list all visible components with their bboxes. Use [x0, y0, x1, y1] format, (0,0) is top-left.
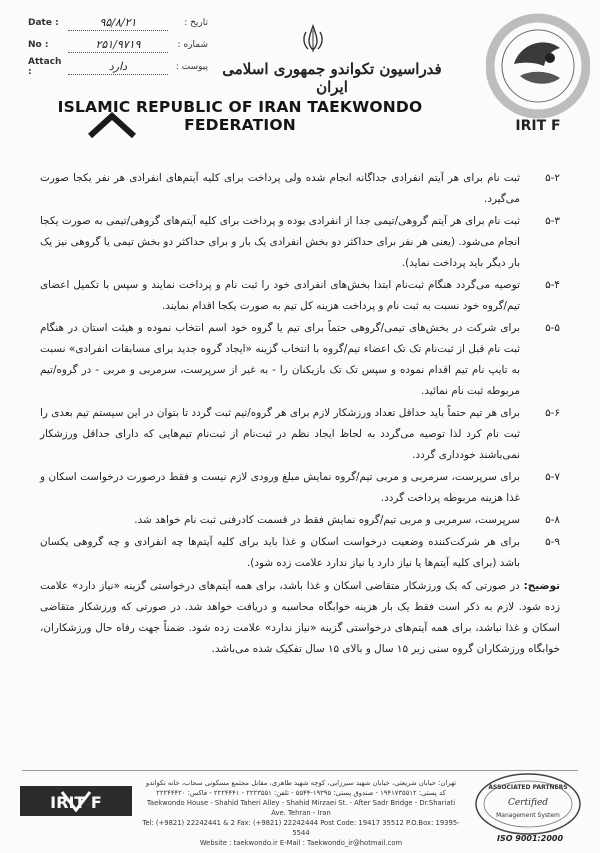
- note-text: در صورتی که یک ورزشکار متقاضی اسکان و غذا باشد، برای همه آیتم‌های درخواستی گزینه «نیاز دارد» علامت زده شود. لازم به ذکر است فقط یک بار هزینه خوابگاه محاسبه و دریافت خواهد شد. در صورتی که ورزشکار متقاضی اسکان و غذا نباشد، برای همه آیتم‌های درخواستی گزینه «نیاز ندارد» علامت زده شود. ضمناً جهت رفاه حال ورزشکاران، خوابگاه ورزشکاران گروه سنی زیر ۱۵ سال و بالای ۱۵ سال تفکیک شده می‌باشد.: [40, 580, 560, 655]
- footer-divider: [22, 770, 578, 771]
- chevron-mark-icon: [88, 112, 136, 138]
- list-item: [40, 318, 560, 402]
- certification-badge: [474, 772, 582, 836]
- number-value: ۲۵۱/۹۷۱۹: [68, 38, 168, 53]
- item-text: برای هر شرکت‌کننده وضعیت درخواست اسکان و غذا باید برای کلیه آیتم‌ها چه انفرادی و چه گروهی یکسان باشد (برای کلیه آیتم‌ها یا نیاز دارد یا نیاز ندارد علامت زده شود).: [40, 536, 520, 569]
- footer-address: [140, 778, 462, 848]
- cert-bottom-text: Management System: [496, 812, 560, 819]
- address-fa: تهران: خیابان شریعتی، خیابان شهید سیرزایی، کوچه شهید طاهری، مقابل مجتمع مسکونی سحاب، خانه تکواندو: [145, 779, 457, 787]
- item-text: برای هر تیم حتماً باید حداقل تعداد ورزشکار لازم برای هر گروه/تیم ثبت گردد تا بتوان در این سیستم تیم بعدی را ثبت نام کرد لذا توصیه می‌گردد به لحاظ ایجاد نظم در ثبت‌نام از ثبت‌نام تیم‌هایی که دارای حداقل ورزشکار نمی‌باشند خودداری گردد.: [40, 407, 520, 461]
- item-number: ۵-۷: [545, 471, 560, 483]
- item-number: ۵-۳: [545, 215, 560, 227]
- item-text: سرپرست، سرمربی و مربی تیم/گروه نمایش فقط در قسمت کادرفنی ثبت نام خواهد شد.: [134, 514, 520, 526]
- item-number: ۵-۸: [545, 514, 560, 526]
- number-row: [28, 34, 208, 56]
- letter-body: [40, 168, 560, 660]
- explanation-note: [40, 576, 560, 660]
- list-item: [40, 275, 560, 317]
- date-value: ۹۵/۸/۲۱: [68, 16, 168, 31]
- federation-name-en: ISLAMIC REPUBLIC OF IRAN TAEKWONDO FEDERATION: [57, 98, 423, 134]
- note-label: توضیح:: [523, 580, 560, 592]
- iso-label: ISO 9001:2000: [496, 834, 564, 843]
- item-text: برای شرکت در بخش‌های تیمی/گروهی حتماً برای تیم یا گروه خود اسم انتخاب نموده و هیئت استان در هنگام ثبت نام قبل از ثبت‌نام تک تک اعضاء تیم/گروه با انتخاب گزینه «ایجاد گروه جدید برای مسابقات انفرادی» نسبت به تایپ نام تیم اقدام نموده و سپس تک تک بازیکنان را - به غیر از سرپرست، سرمربی و مربی - در گروه/تیم مربوطه ثبت نام نمائید.: [40, 322, 520, 397]
- item-number: ۵-۹: [545, 536, 560, 548]
- item-number: ۵-۵: [545, 322, 560, 334]
- list-item: [40, 403, 560, 466]
- item-number: ۵-۲: [545, 172, 560, 184]
- list-item: [40, 510, 560, 531]
- address-en: Taekwondo House - Shahid Taheri Alley - Shahid Mirzaei St. - After Sadr Bridge - Dr.Shariati Ave. Tehran - Iran: [146, 799, 456, 817]
- footer-logo: [20, 784, 132, 818]
- list-item: [40, 532, 560, 574]
- item-text: ثبت نام برای هر آیتم گروهی/تیمی جدا از انفرادی بوده و پرداخت برای کلیه آیتم‌های گروهی/تیمی به صورت یکجا انجام می‌شود. (یعنی هر نفر برای حداکثر دو بخش انفرادی یک بار و برای حداکثر دو بخش تیمی یا گروهی نیز یک بار دیگر باید پرداخت نماید).: [40, 215, 520, 269]
- date-label-fa: تاریخ :: [184, 18, 208, 28]
- footer-logo-wordmark: IRIT F: [50, 793, 102, 812]
- date-row: [28, 12, 208, 34]
- item-text: توصیه می‌گردد هنگام ثبت‌نام ابتدا بخش‌های انفرادی خود را ثبت نام و پرداخت نمایند و سپس با تکمیل اعضای تیم/گروه خود نسبت به ثبت نام و پرداخت هزینه کل تیم به صورت یکجا اقدام نمایند.: [40, 279, 520, 312]
- contact-en: Tel: (+9821) 22242441 & 2 Fax: (+9821) 22242444 Post Code: 19417 35512 P.O.Box: 19395-5544: [142, 819, 460, 837]
- item-text: ثبت نام برای هر آیتم انفرادی جداگانه انجام شده ولی پرداخت برای کلیه آیتم‌های انفرادی هر نفر یکجا صورت می‌گیرد.: [40, 172, 520, 205]
- federation-logo: [486, 6, 590, 144]
- web-contact: Website : taekwondo.ir E-Mail : Taekwondo_ir@hotmail.com: [199, 839, 403, 847]
- item-number: ۵-۶: [545, 407, 560, 419]
- attach-label-en: Attach :: [28, 57, 62, 77]
- cert-top-text: ASSOCIATED PARTNERS: [488, 784, 568, 791]
- logo-wordmark: IRIT F: [515, 118, 561, 134]
- number-label-fa: شماره :: [177, 40, 208, 50]
- date-label-en: Date :: [28, 18, 59, 28]
- attach-value: دارد: [68, 60, 168, 75]
- contact-fa: کد پستی: ۱۹۴۱۷۳۵۵۱۲ - صندوق پستی: ۱۹۳۹۵-۵۵۴۴ - تلفن: ۲۲۲۳۵۵۱ - ۲۲۲۴۴۴۱ - فاکس: ۲۲۲۴۴۴۲۰: [156, 789, 446, 797]
- number-label-en: No :: [28, 40, 49, 50]
- cert-mid-text: Certified: [507, 798, 549, 808]
- national-emblem-icon: [300, 24, 326, 54]
- list-item: [40, 467, 560, 509]
- list-item: [40, 211, 560, 274]
- item-text: برای سرپرست، سرمربی و مربی تیم/گروه نمایش مبلغ ورودی لازم نیست و فقط درصورت درخواست اسکان و غذا هزینه مربوطه پرداخت گردد.: [40, 471, 520, 504]
- letter-meta: [28, 12, 208, 78]
- federation-name-fa: فدراسیون تکواندو جمهوری اسلامی ایران: [222, 60, 442, 96]
- item-number: ۵-۴: [545, 279, 560, 291]
- attach-label-fa: پیوست :: [175, 62, 208, 72]
- attach-row: [28, 56, 208, 78]
- list-item: [40, 168, 560, 210]
